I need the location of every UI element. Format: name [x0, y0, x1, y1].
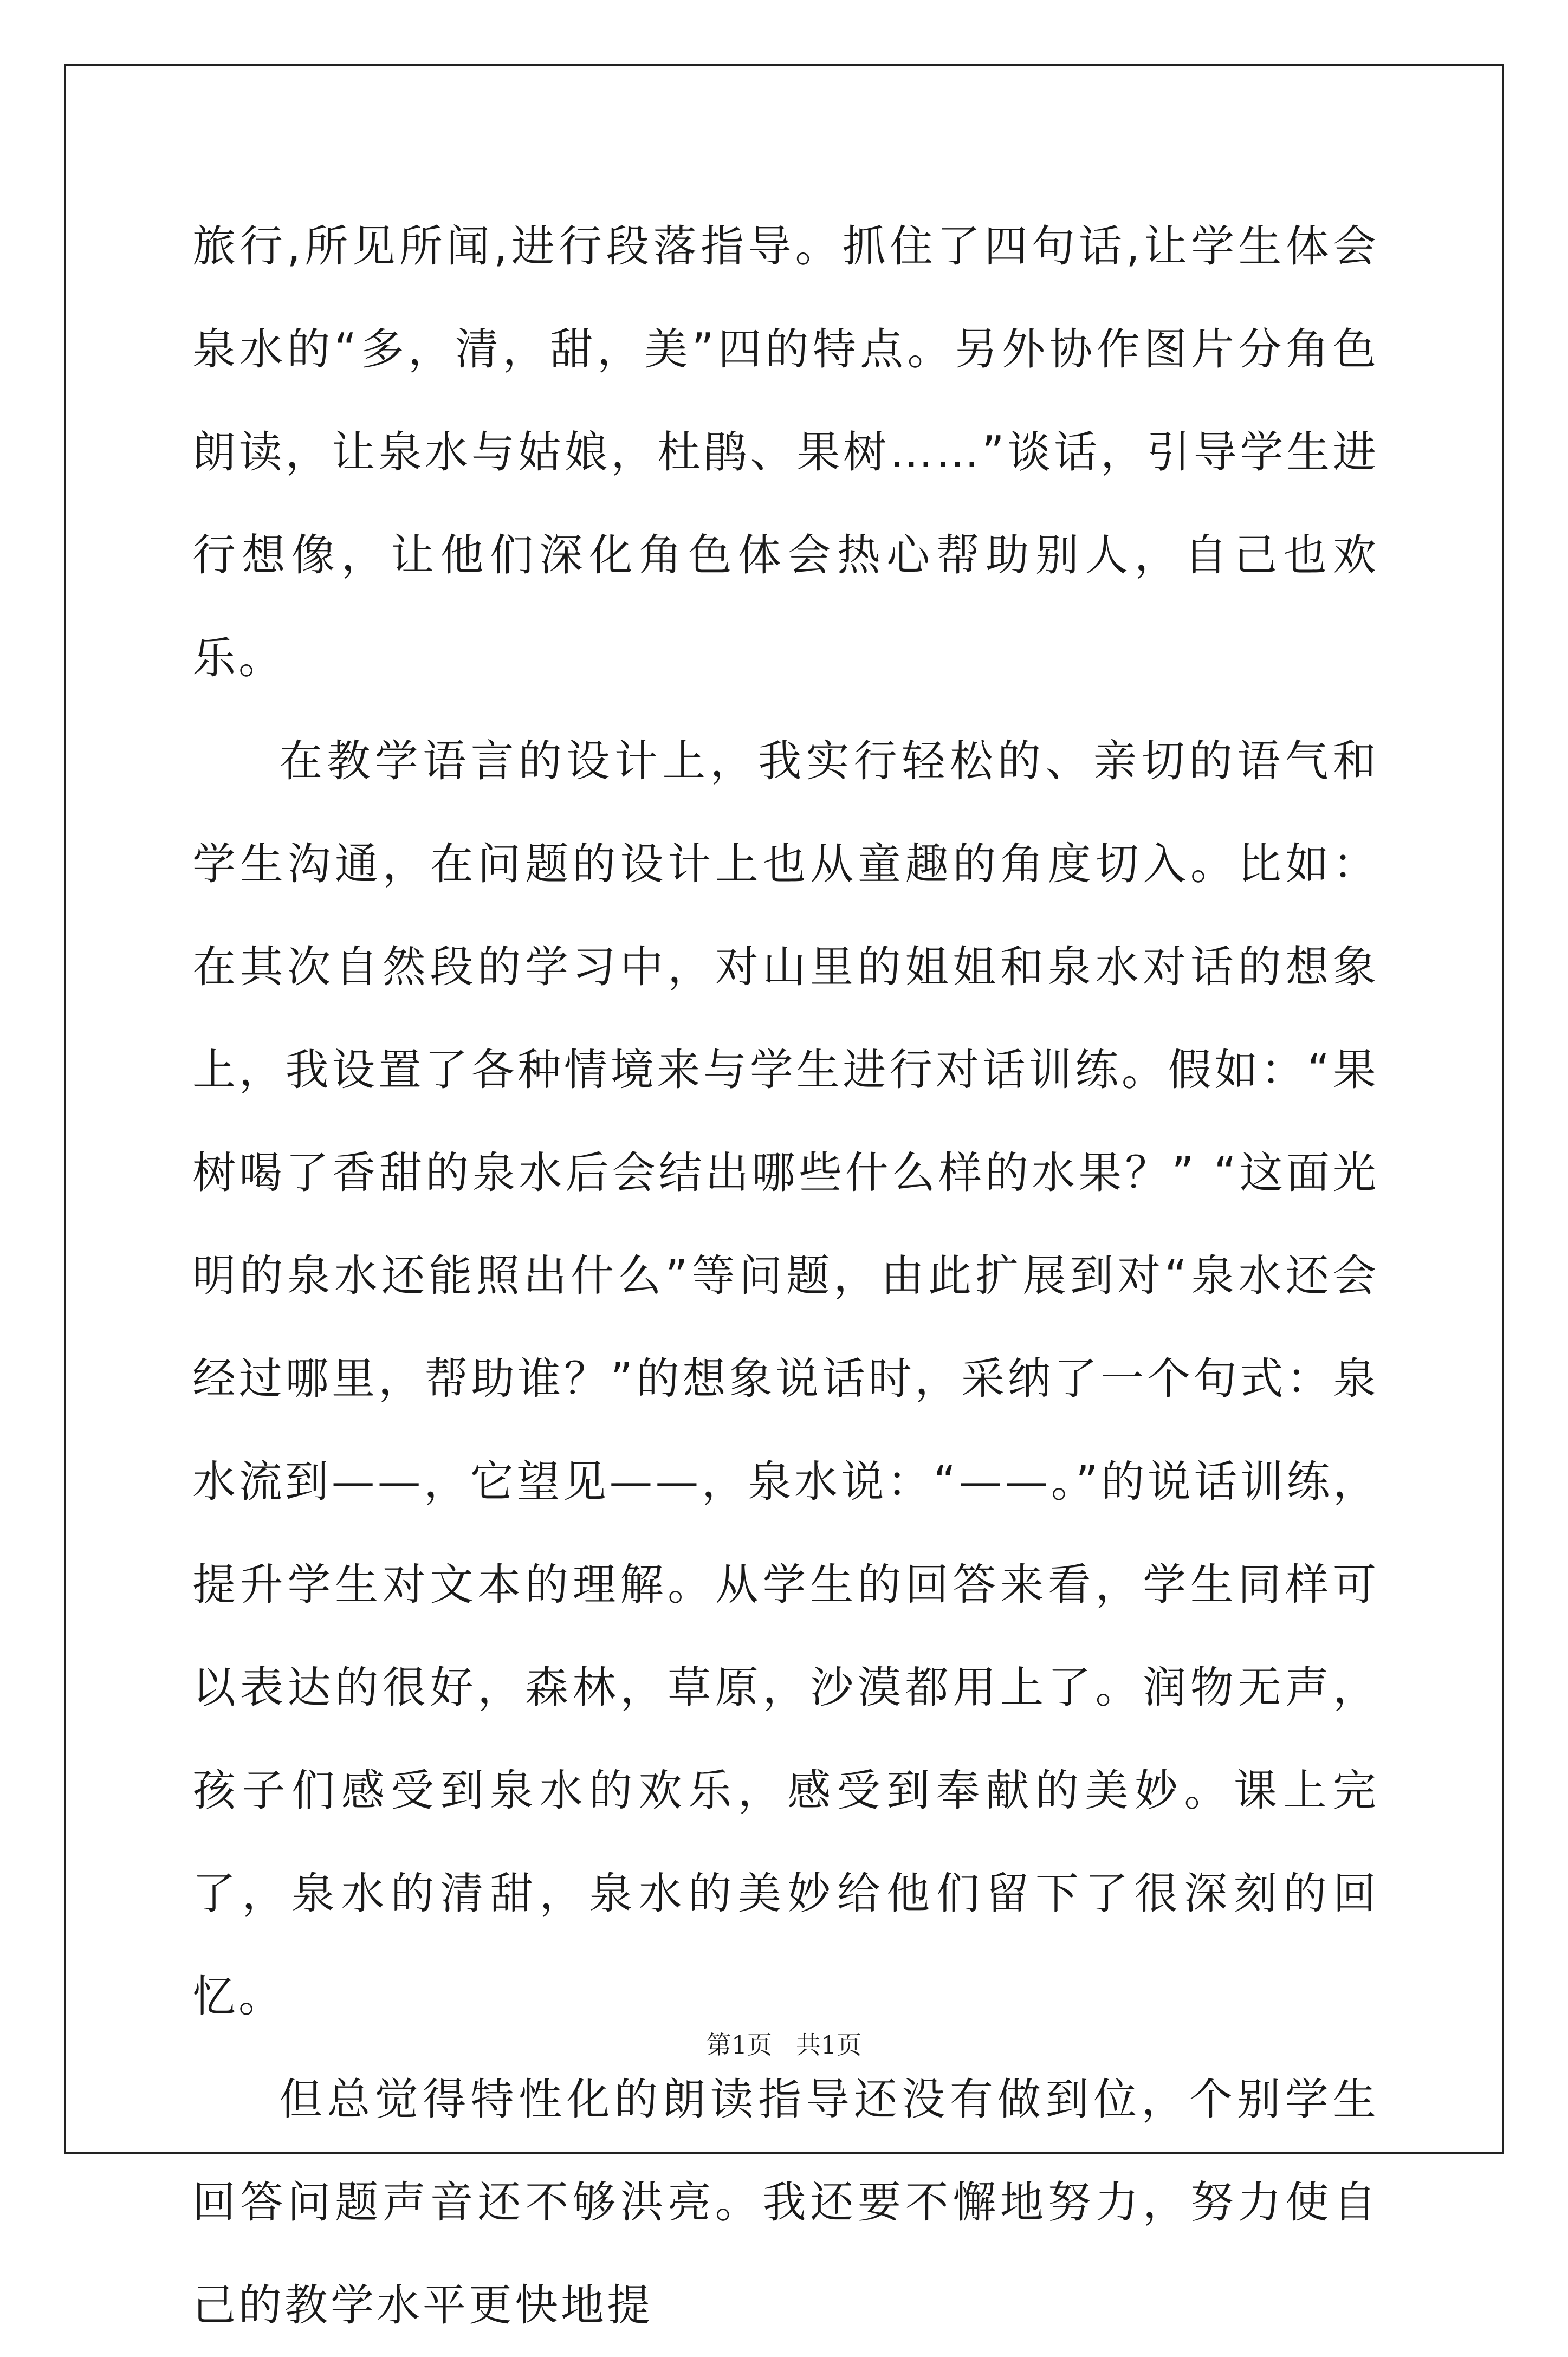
paragraph-3: 但总觉得特性化的朗读指导还没有做到位，个别学生回答问题声音还不够洪亮。我还要不懈地努力，努力使自己的教学水平更快地提 [192, 2074, 1379, 2330]
paragraph-1: 旅行,所见所闻,进行段落指导。抓住了四句话,让学生体会泉水的“多，清，甜，美”四的特点。另外协作图片分角色朗读，让泉水与姑娘，杜鹃、果树……”谈话，引导学生进行想像，让他们深化角色体会热心帮助别人，自己也欢乐。 [192, 221, 1379, 683]
page-total: 共1页 [795, 2030, 862, 2060]
page-footer [0, 2025, 1568, 2061]
page-number: 第1页 [706, 2030, 773, 2060]
paragraph-2: 在教学语言的设计上，我实行轻松的、亲切的语气和学生沟通，在问题的设计上也从童趣的角度切入。比如：在其次自然段的学习中，对山里的姐姐和泉水对话的想象上，我设置了各种情境来与学生进行对话训练。假如：“果树喝了香甜的泉水后会结出哪些什么样的水果？” “这面光明的泉水还能照出什么”等问题，由此扩展到对“泉水还会经过哪里，帮助谁？”的想象说话时，采纳了一个句式：泉水流到——，它望见——，泉水说：“——。”的说话训练，提升学生对文本的理解。从学生的回答来看，学生同样可以表达的很好，森林，草原，沙漠都用上了。润物无声，孩子们感受到泉水的欢乐，感受到奉献的美妙。课上完了，泉水的清甜，泉水的美妙给他们留下了很深刻的回忆。 [192, 736, 1379, 2022]
